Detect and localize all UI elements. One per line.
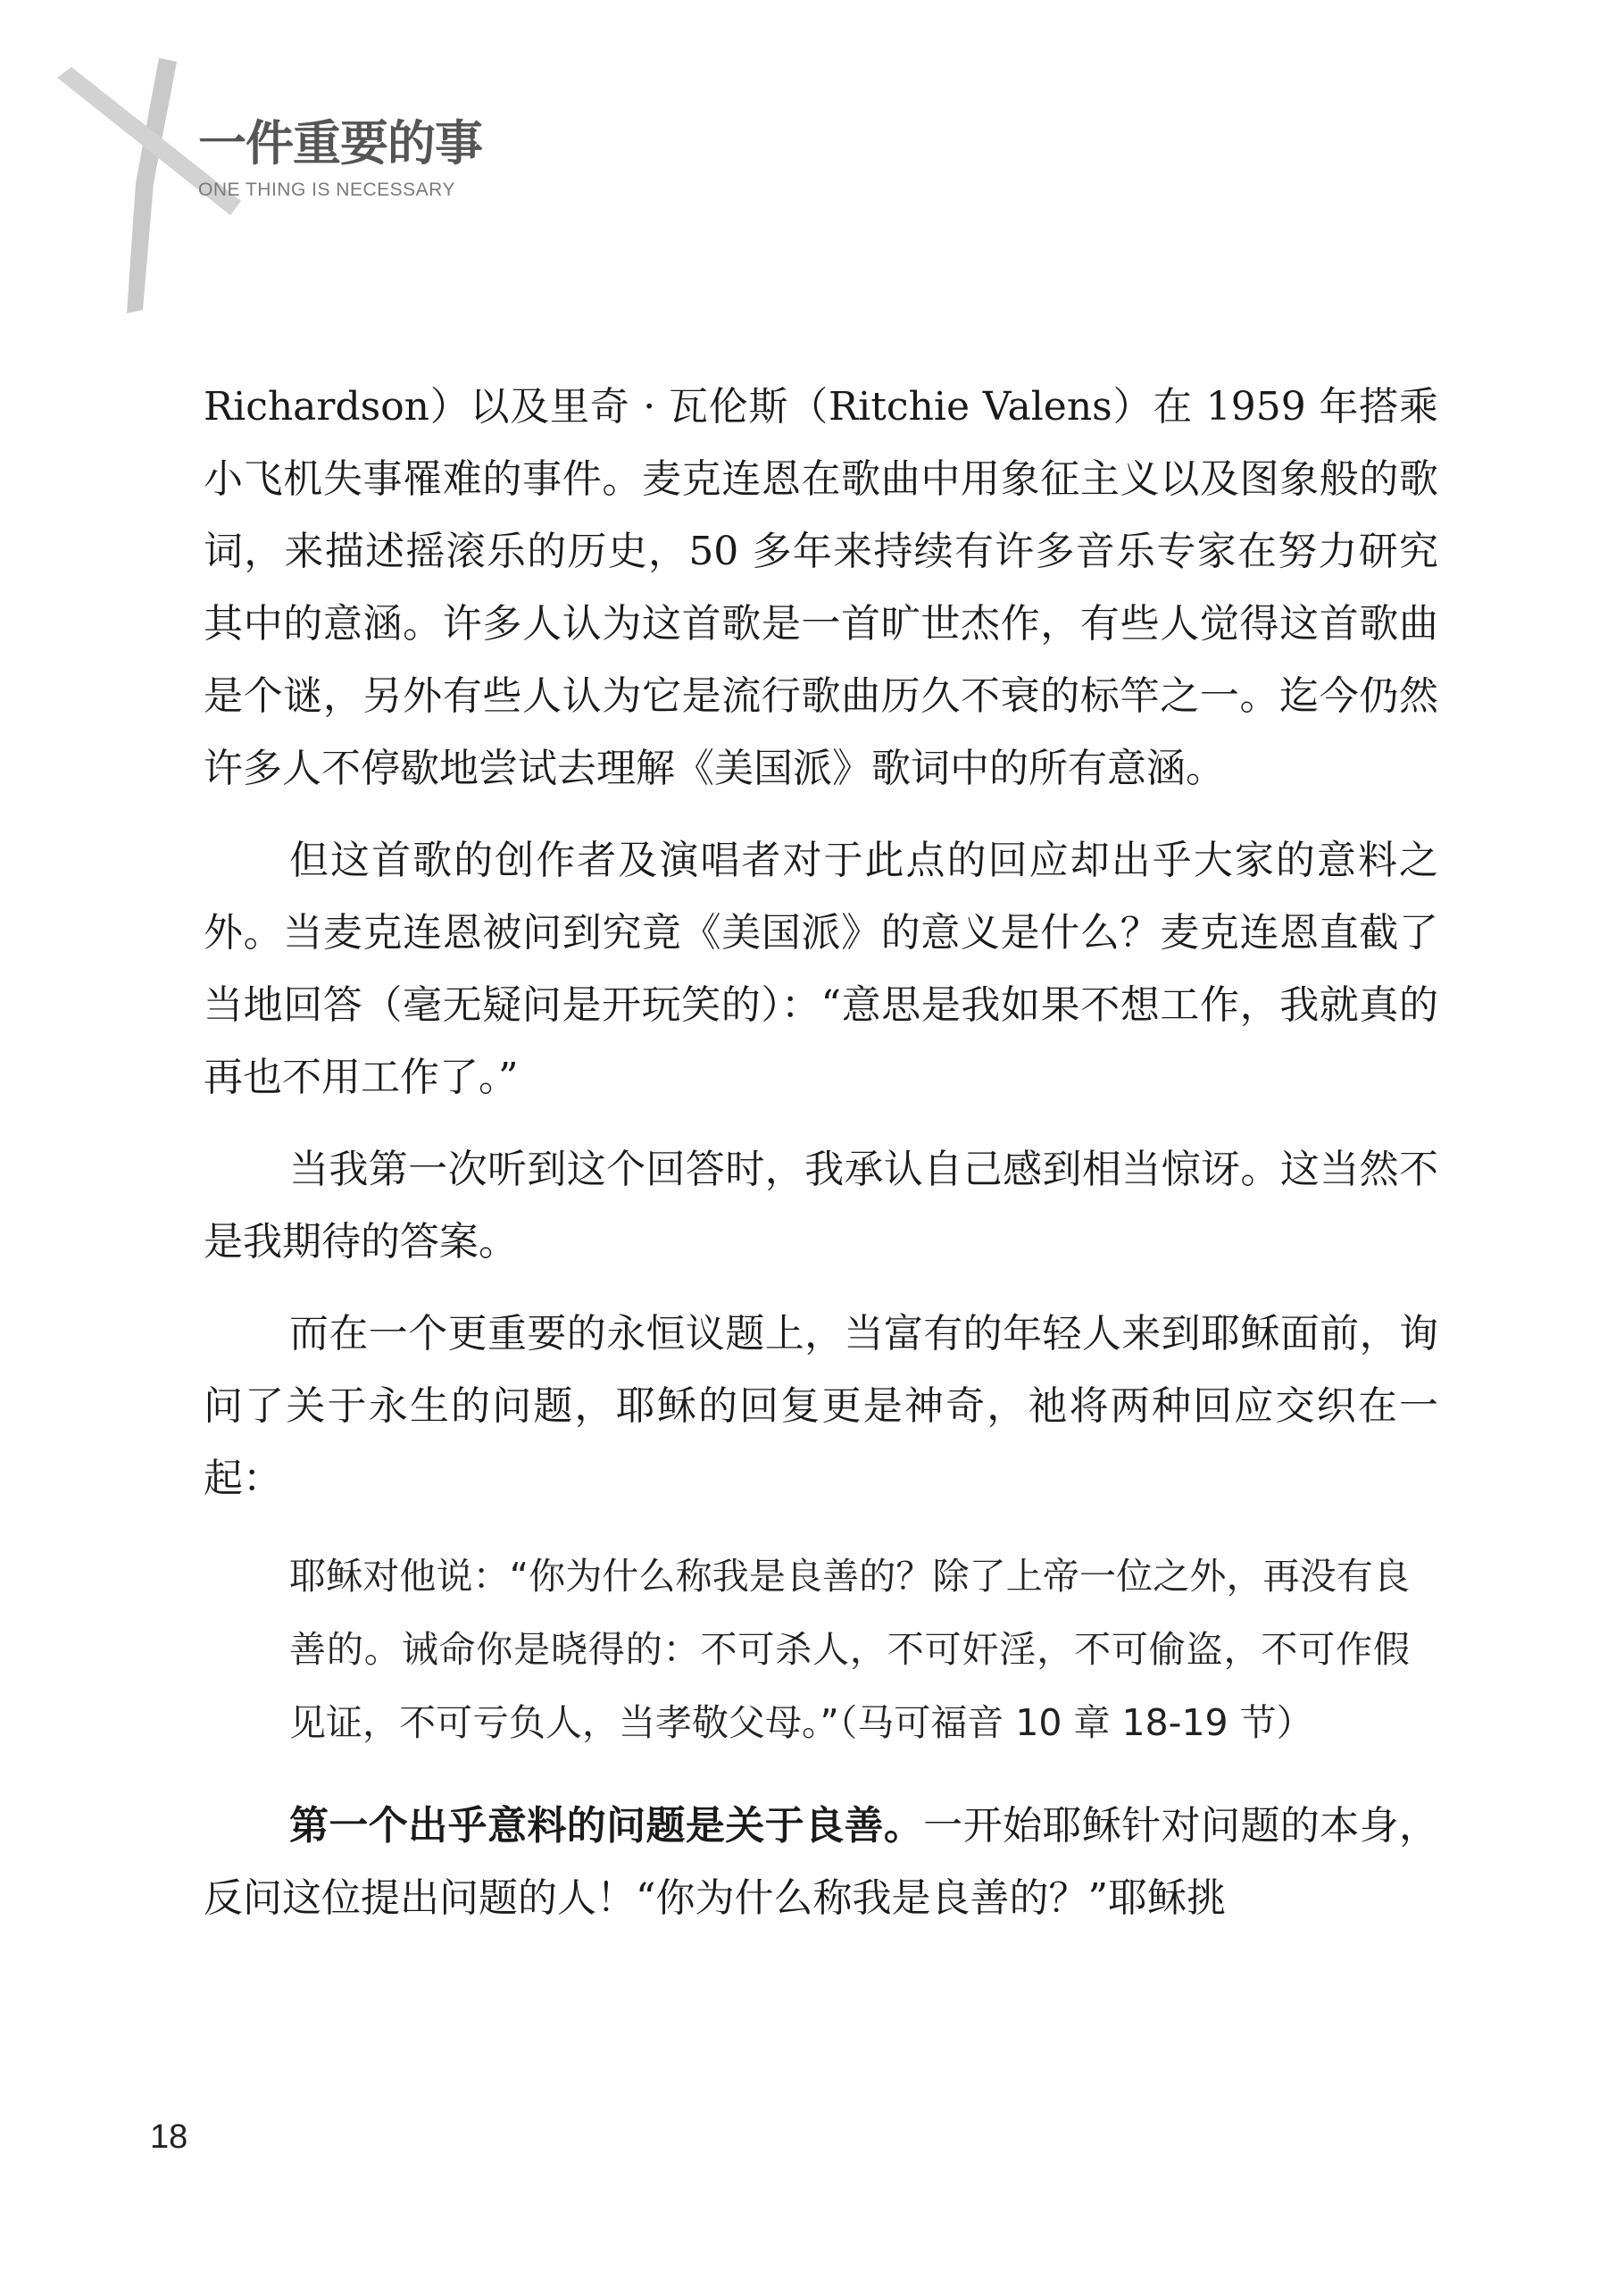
- paragraph: Richardson）以及里奇 · 瓦伦斯（Ritchie Valens）在 1959 年搭乘小飞机失事罹难的事件。麦克连恩在歌曲中用象征主义以及图象般的歌词，来描述摇滚乐的历史，50 多年来持续有许多音乐专家在努力研究其中的意涵。许多人认为这首歌是一首旷世杰作，有些人觉得这首歌曲是个谜，另外有些人认为它是流行歌曲历久不衰的标竿之一。迄今仍然许多人不停歇地尝试去理解《美国派》歌词中的所有意涵。: [204, 384, 1438, 791]
- paragraph: 当我第一次听到这个回答时，我承认自己感到相当惊讶。这当然不是我期待的答案。: [204, 1147, 1438, 1265]
- paragraph: [204, 1790, 1438, 1934]
- paragraph-continuation: 一开始耶稣针对问题的本身，反问这位提出问题的人！“你为什么称我是良善的？”耶稣挑: [204, 1803, 1439, 1921]
- book-title: 一件重要的事: [198, 115, 482, 171]
- scripture-quote: 耶稣对他说：“你为什么称我是良善的？除了上帝一位之外，再没有良善的。诫命你是晓得的：不可杀人，不可奸淫，不可偷盗，不可作假见证，不可亏负人，当孝敬父母。”（马可福音 10 章 18-19 节）: [289, 1555, 1410, 1744]
- bold-lead-sentence: 第一个出乎意料的问题是关于良善。: [289, 1803, 924, 1849]
- body-text: [204, 371, 1438, 1954]
- paragraph: 但这首歌的创作者及演唱者对于此点的回应却出乎大家的意料之外。当麦克连恩被问到究竟《美国派》的意义是什么？麦克连恩直截了当地回答（毫无疑问是开玩笑的）：“意思是我如果不想工作，我就真的再也不用工作了。”: [204, 838, 1438, 1100]
- page-number: 18: [150, 2118, 188, 2156]
- paragraph: 而在一个更重要的永恒议题上，当富有的年轻人来到耶稣面前，询问了关于永生的问题，耶稣的回复更是神奇，祂将两种回应交织在一起：: [204, 1311, 1438, 1501]
- book-subtitle: ONE THING IS NECESSARY: [198, 179, 455, 200]
